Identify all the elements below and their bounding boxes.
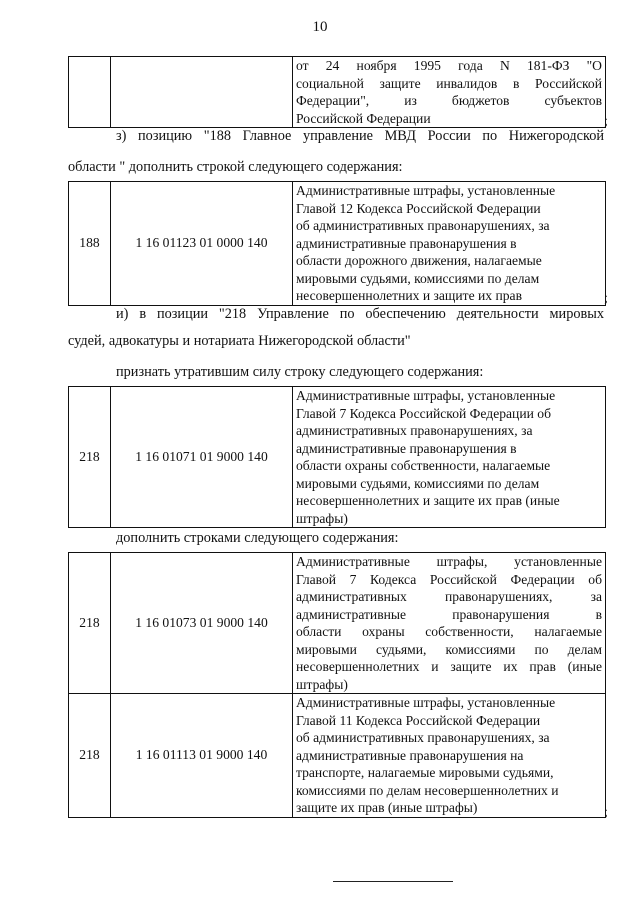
row-number-cell: 218 [69,553,111,694]
description-line: области охраны собственности, налагаемые [296,458,551,473]
code-cell: 1 16 01123 01 0000 140 [111,182,293,306]
table-row [69,182,606,306]
row-number-cell: 218 [69,387,111,528]
paragraph-i-line1: и) в позиции "218 Управление по обеспечению деятельности мировых [116,306,604,322]
table-invalidated-row [68,386,606,528]
table-row [69,57,606,128]
description-line: мировыми судьями, комиссиями по делам [296,270,540,286]
description-line: Главой 7 Кодекса Российской Федерации об [296,405,551,421]
description-line: административные правонарушения в [296,440,517,456]
semicolon: ; [604,291,608,306]
description-cell [293,694,606,818]
code-cell: 1 16 01073 01 9000 140 [111,553,293,694]
description-line: об административных правонарушениях, за [296,730,550,745]
table-row [69,387,606,528]
description-line: области дорожного движения, налагаемые [296,253,542,268]
description-line: штрафы) [296,676,348,692]
description-line: Административные штрафы, установленные [296,554,602,569]
row-number-cell: 188 [69,182,111,306]
description-cell [293,57,606,128]
description-line: административные правонарушения на [296,747,524,763]
semicolon: ; [604,114,608,129]
row-number-cell [69,57,111,128]
paragraph-add-rows: дополнить строками следующего содержания: [116,530,399,546]
description-line: мировыми судьями, комиссиями по делам [296,475,540,491]
row-number-cell: 218 [69,694,111,818]
code-cell [111,57,293,128]
table-added-rows [68,552,606,818]
description-line: несовершеннолетних и защите их прав [296,288,523,303]
description-line: Главой 7 Кодекса Российской Федерации об [296,571,602,587]
description-line: области охраны собственности, налагаемые [296,624,602,639]
description-line: административных правонарушениях, за [296,589,602,604]
description-line: Административные штрафы, установленные [296,183,556,198]
table-position-188 [68,181,606,306]
description-line: несовершеннолетних и защите их прав (иные [296,659,602,674]
description-line: от 24 ноября 1995 года N 181-ФЗ "О [296,58,602,73]
description-line: Российской Федерации [296,110,431,126]
description-line: транспорте, налагаемые мировыми судьями, [296,765,554,780]
semicolon: ; [604,805,608,820]
description-line: социальной защите инвалидов в Российской [296,75,602,91]
paragraph-i-line2: судей, адвокатуры и нотариата Нижегородской области" [68,333,411,349]
description-line: об административных правонарушениях, за [296,218,550,233]
description-line: административных правонарушениях, за [296,423,533,438]
code-cell: 1 16 01113 01 9000 140 [111,694,293,818]
description-line: административные правонарушения в [296,235,517,251]
description-line: Административные штрафы, установленные [296,695,556,710]
description-cell [293,387,606,528]
code-cell: 1 16 01071 01 9000 140 [111,387,293,528]
description-line: мировыми судьями, комиссиями по делам [296,641,602,657]
paragraph-invalidate: признать утратившим силу строку следующего содержания: [116,364,484,380]
description-line: Главой 11 Кодекса Российской Федерации [296,712,541,728]
table-row [69,553,606,694]
description-line: защите их прав (иные штрафы) [296,800,478,815]
paragraph-z-line1: з) позицию "188 Главное управление МВД России по Нижегородской [116,128,604,144]
description-line: административные правонарушения в [296,606,602,622]
description-line: комиссиями по делам несовершеннолетних и [296,782,559,798]
table-row [69,694,606,818]
page-number: 10 [312,19,328,35]
footer-divider [333,881,453,882]
description-line: несовершеннолетних и защите их прав (иные [296,493,560,508]
description-line: штрафы) [296,510,348,526]
description-line: Главой 12 Кодекса Российской Федерации [296,200,541,216]
description-cell [293,553,606,694]
table-continuation [68,56,606,128]
paragraph-z-line2: области " дополнить строкой следующего содержания: [68,159,403,175]
description-cell [293,182,606,306]
description-line: Федерации", из бюджетов субъектов [296,93,602,108]
description-line: Административные штрафы, установленные [296,388,556,403]
